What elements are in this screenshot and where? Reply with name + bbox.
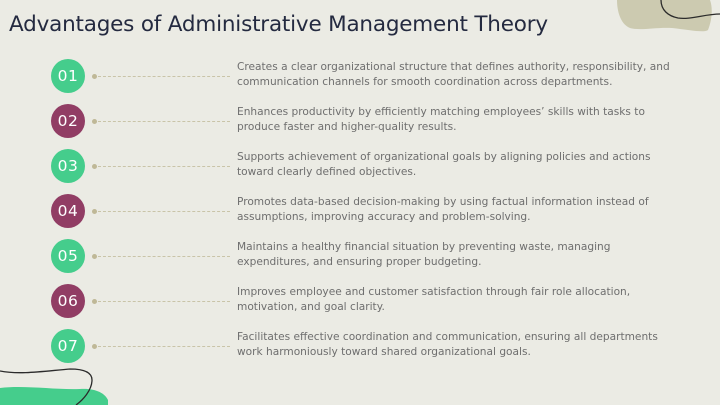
list-item (0, 146, 720, 186)
dashed-connector (98, 121, 230, 122)
connector-dot (92, 209, 97, 214)
dashed-connector (98, 76, 230, 77)
number-badge: 04 (51, 194, 85, 228)
connector-dot (92, 254, 97, 259)
list-item (0, 281, 720, 321)
number-badge: 05 (51, 239, 85, 273)
dashed-connector (98, 256, 230, 257)
list-item (0, 56, 720, 96)
list-item (0, 326, 720, 366)
number-badge: 06 (51, 284, 85, 318)
item-description: Improves employee and customer satisfaction through fair role allocation, motivation, and goal clarity. (237, 286, 631, 313)
item-description: Maintains a healthy financial situation by preventing waste, managing expenditures, and ensuring proper budgeting. (237, 241, 611, 268)
dashed-connector (98, 166, 230, 167)
slide-title: Advantages of Administrative Management Theory (9, 12, 548, 37)
number-badge: 07 (51, 329, 85, 363)
number-badge: 02 (51, 104, 85, 138)
item-description: Promotes data-based decision-making by using factual information instead of assumptions, improving accuracy and problem-solving. (237, 196, 649, 223)
item-description: Creates a clear organizational structure that defines authority, responsibility, and communication channels for smooth coordination across departments. (237, 61, 670, 88)
dashed-connector (98, 211, 230, 212)
list-item (0, 101, 720, 141)
list-item (0, 191, 720, 231)
item-description: Facilitates effective coordination and communication, ensuring all departments work harmoniously toward shared organizational goals. (237, 331, 658, 358)
dashed-connector (98, 301, 230, 302)
connector-dot (92, 344, 97, 349)
connector-dot (92, 299, 97, 304)
connector-dot (92, 74, 97, 79)
list-item (0, 236, 720, 276)
number-badge: 01 (51, 59, 85, 93)
item-description: Enhances productivity by efficiently matching employees’ skills with tasks to produce faster and higher-quality results. (237, 106, 645, 133)
number-badge: 03 (51, 149, 85, 183)
item-description: Supports achievement of organizational goals by aligning policies and actions toward clearly defined objectives. (237, 151, 651, 178)
dashed-connector (98, 346, 230, 347)
connector-dot (92, 119, 97, 124)
connector-dot (92, 164, 97, 169)
